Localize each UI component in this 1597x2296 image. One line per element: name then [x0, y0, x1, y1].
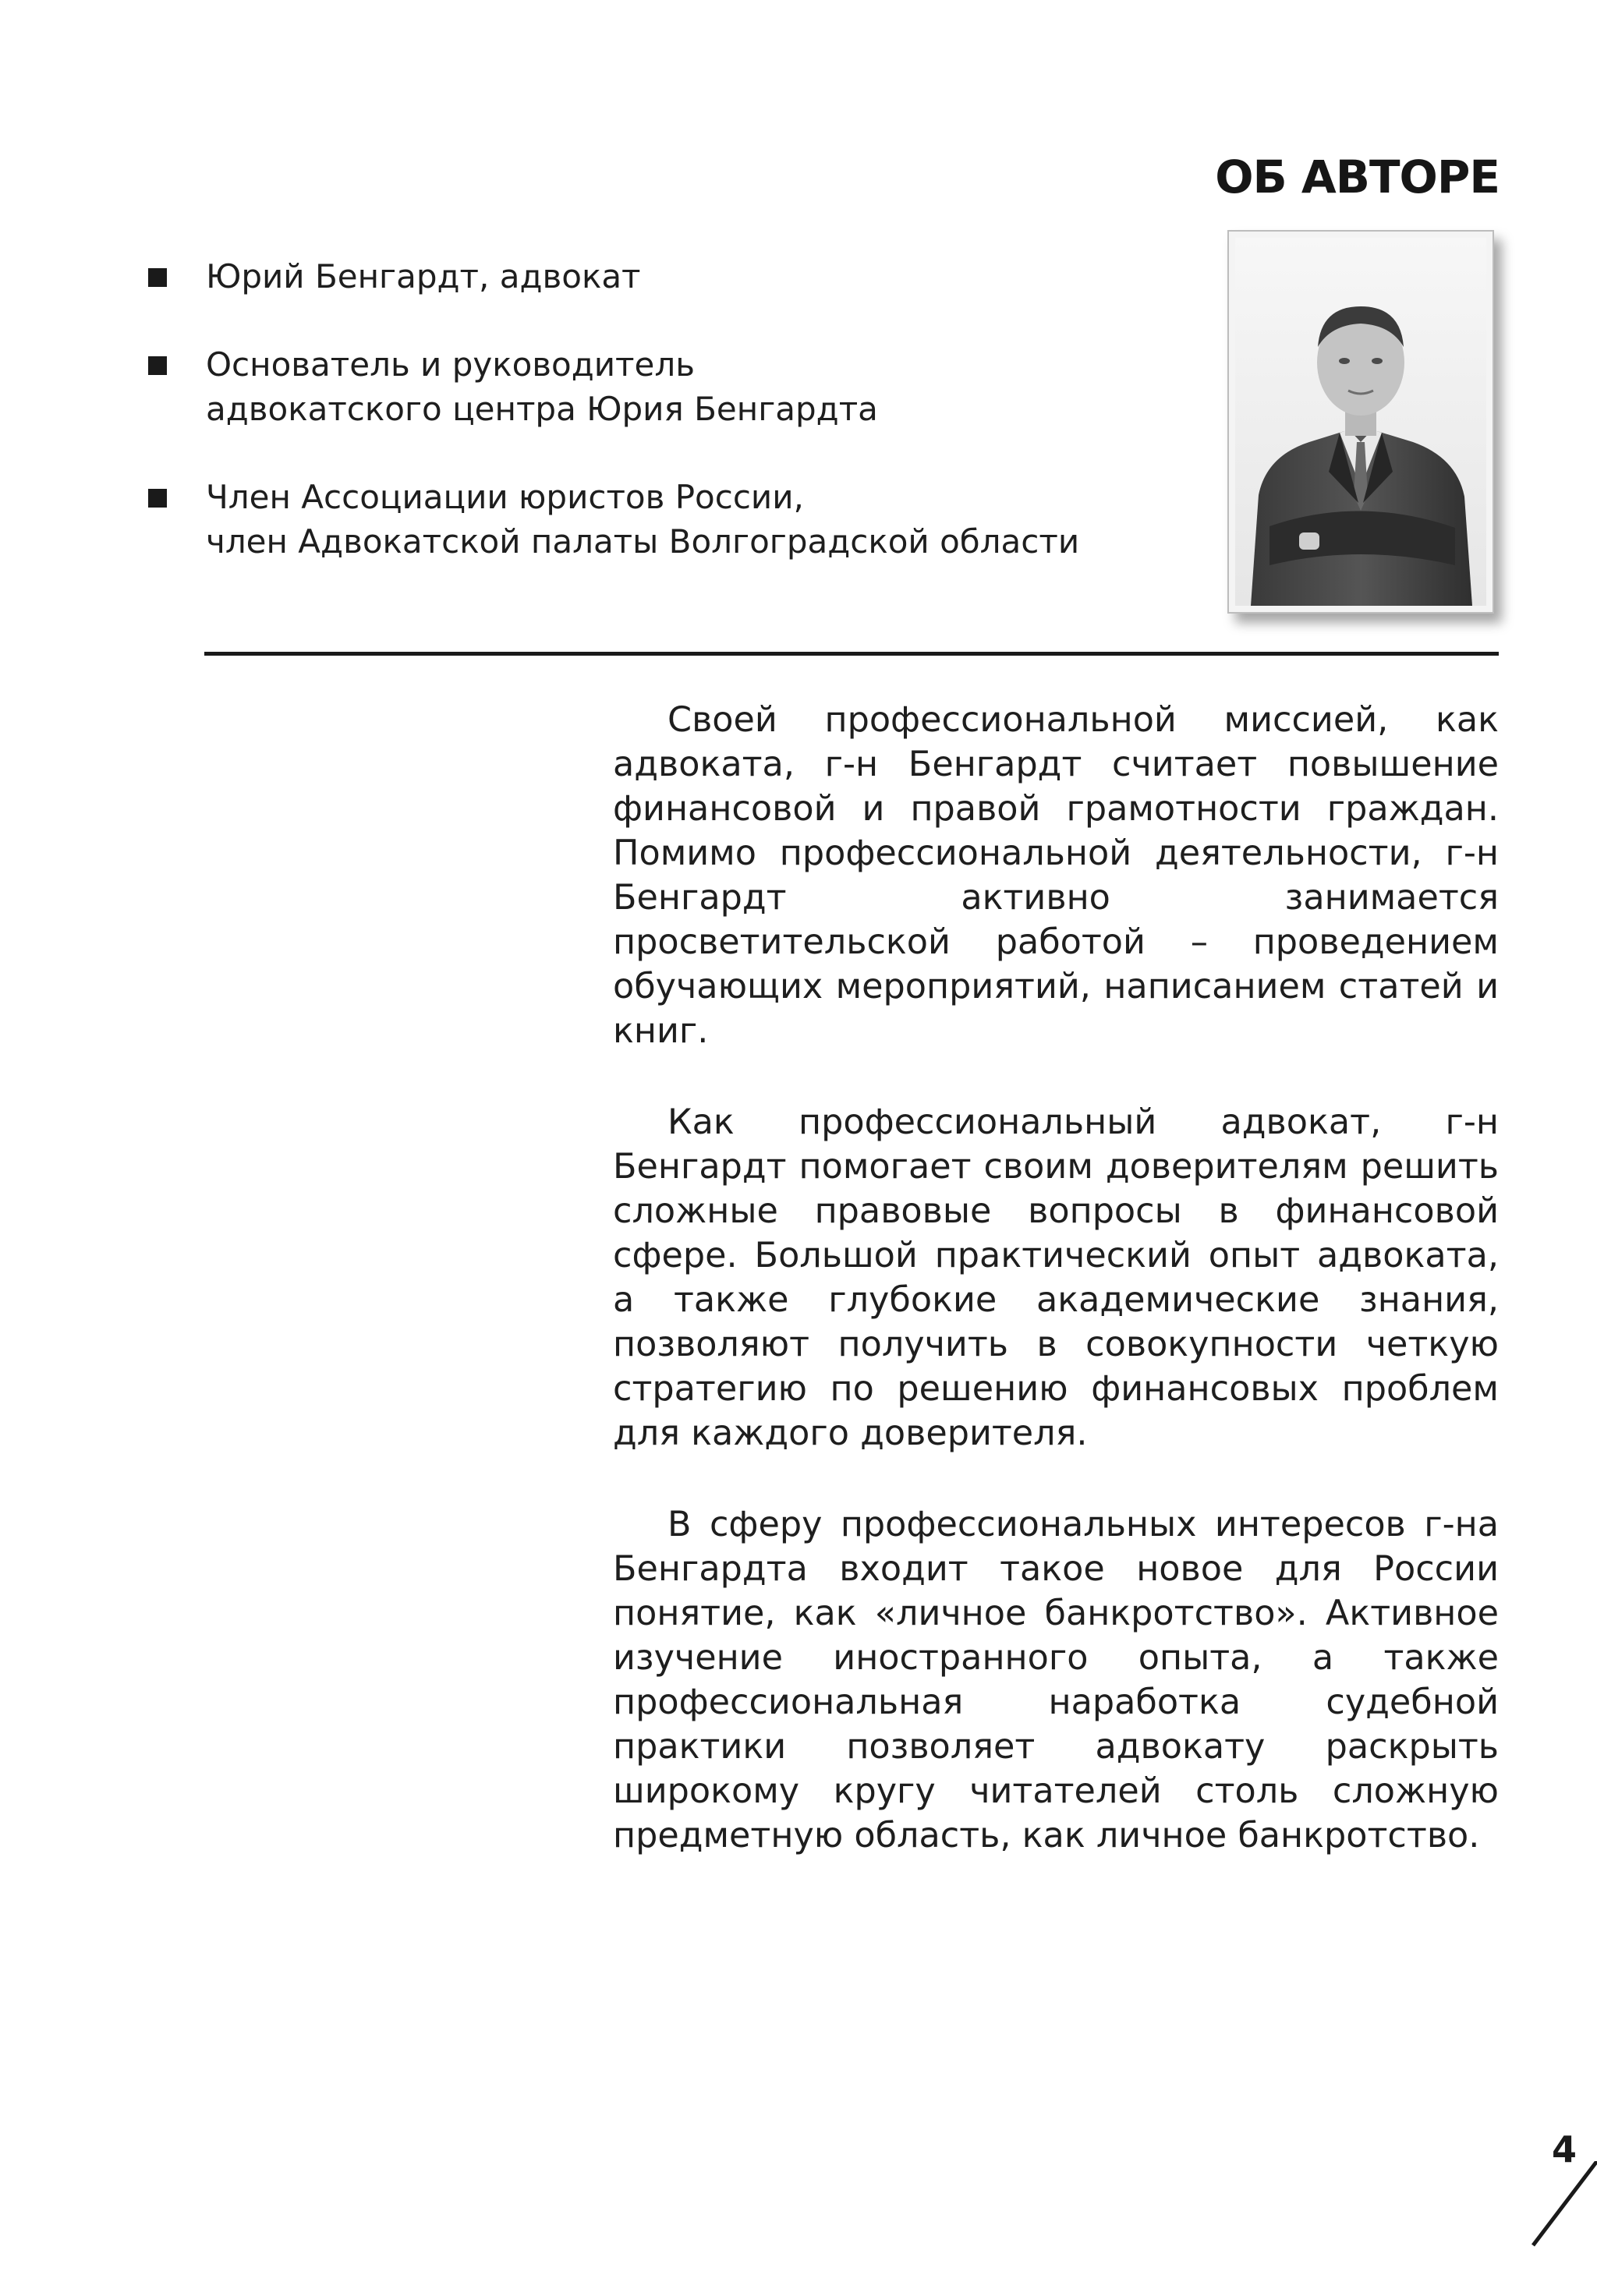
- section-divider: [204, 652, 1499, 656]
- page-number: 4: [1552, 2128, 1578, 2170]
- square-bullet-icon: [148, 268, 167, 287]
- bullet-line: Основатель и руководитель: [206, 345, 695, 384]
- bio-paragraph: В сферу профессиональных интересов г-на Бенгардта входит такое новое для России понятие, как «личное банкротство». Активное изучение иностранного опыта, а также профессиональная наработка судебной практики позволяет адвокату раскрыть широкому кругу читателей столь сложную предметную область, как личное банкротство.: [613, 1505, 1499, 1856]
- square-bullet-icon: [148, 356, 167, 375]
- author-facts-list: [148, 254, 1162, 564]
- list-item: [148, 342, 1162, 431]
- page-title: ОБ АВТОРЕ: [1215, 150, 1500, 203]
- bullet-line: Юрий Бенгардт, адвокат: [206, 257, 641, 295]
- author-portrait-image: [1235, 238, 1486, 606]
- bullet-line: адвокатского центра Юрия Бенгардта: [206, 390, 878, 428]
- bio-paragraph: Как профессиональный адвокат, г-н Бенгардт помогает своим доверителям решить сложные правовые вопросы в финансовой сфере. Большой практический опыт адвоката, а также глубокие академические знания, позволяют получить в совокупности четкую стратегию по решению финансовых проблем для каждого доверителя.: [613, 1102, 1499, 1453]
- author-photo: [1227, 230, 1494, 614]
- list-item: [148, 475, 1162, 564]
- bullet-line: Член Ассоциации юристов России,: [206, 478, 804, 516]
- author-bio: [613, 698, 1499, 1858]
- square-bullet-icon: [148, 489, 167, 508]
- bullet-line: член Адвокатской палаты Волгоградской области: [206, 522, 1080, 561]
- list-item: [148, 254, 1162, 299]
- corner-slash-decoration: [1527, 2161, 1597, 2255]
- bio-paragraph: Своей профессиональной миссией, как адвоката, г-н Бенгардт считает повышение финансовой и правой грамотности граждан. Помимо профессиональной деятельности, г-н Бенгардт активно занимается просветительской работой – проведением обучающих мероприятий, написанием статей и книг.: [613, 700, 1499, 1051]
